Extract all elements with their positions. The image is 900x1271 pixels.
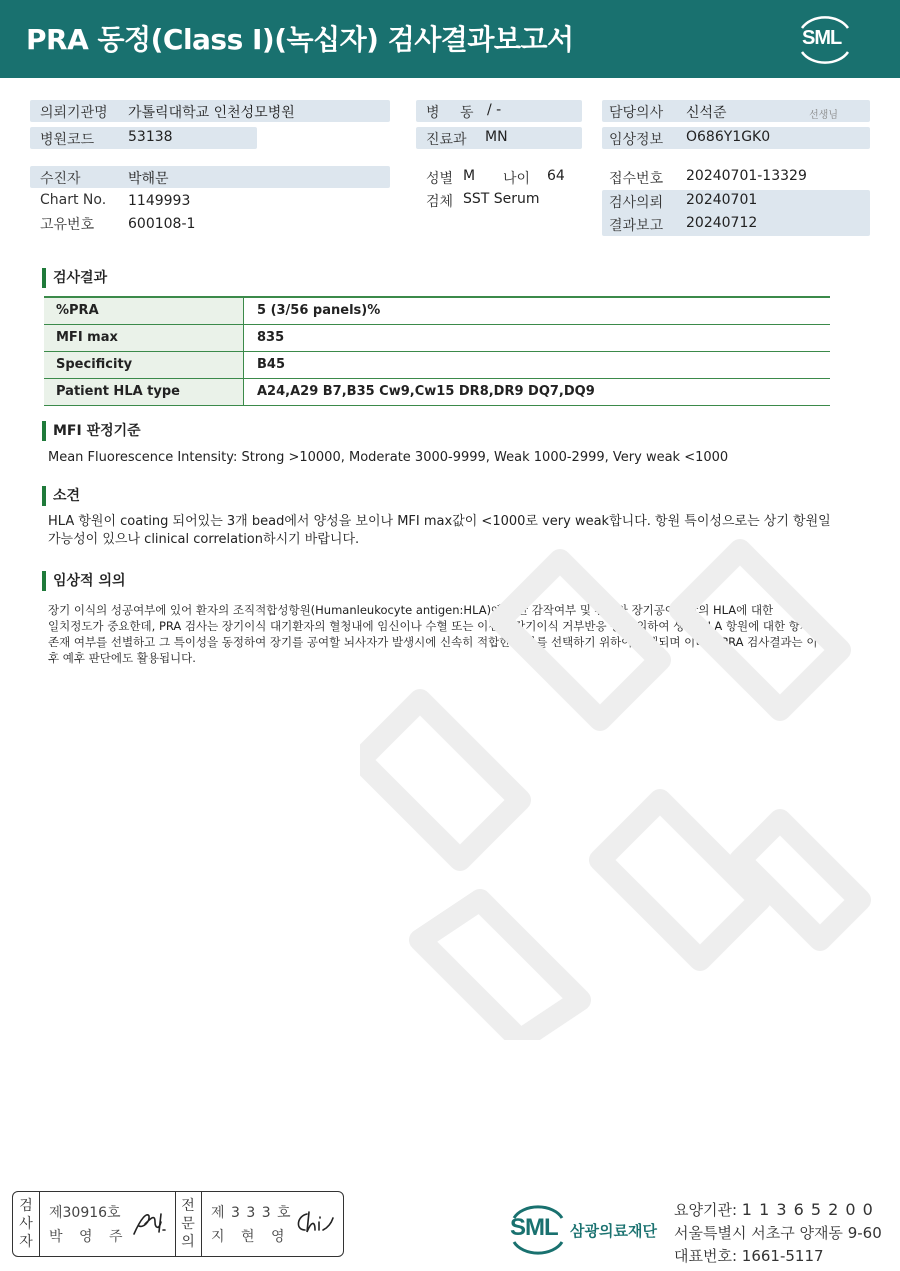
sml-logo-text: SML <box>802 27 842 49</box>
hospital-code-label: 병원코드 <box>40 132 95 148</box>
specimen-label: 검체 <box>426 194 454 210</box>
request-value: 20240701 <box>686 192 758 208</box>
mfi-text: Mean Fluorescence Intensity: Strong >10000, Moderate 3000-9999, Weak 1000-2999, Very weak <1000 <box>48 450 729 465</box>
specialist-number: 제 3 3 3 호 <box>211 1205 292 1221</box>
opinion-line: 가능성이 있으나 clinical correlation하시기 바랍니다. <box>48 532 360 547</box>
result-key: Patient HLA type <box>44 379 244 405</box>
institution-value: 가톨릭대학교 인천성모병원 <box>128 105 295 121</box>
footer-code-value: 1 1 3 6 5 2 0 0 <box>741 1200 874 1219</box>
footer-address: 서울특별시 서초구 양재동 9-60 <box>674 1224 882 1242</box>
patient-value: 박해문 <box>128 171 169 187</box>
watermark-icon <box>360 520 880 1040</box>
doctor-value: 신석준 <box>686 105 727 121</box>
sml-logo <box>796 14 854 64</box>
specialist-label-char: 의 <box>181 1234 195 1250</box>
result-key: Specificity <box>44 352 244 378</box>
footer-phone-value: 1661-5117 <box>741 1247 824 1265</box>
footer-phone <box>674 1245 824 1266</box>
result-key: MFI max <box>44 325 244 351</box>
clinical-line: 후 예후 판단에도 활용됩니다. <box>48 651 196 665</box>
footer-logo <box>508 1198 668 1258</box>
clinical-line: 장기 이식의 성공여부에 있어 환자의 조직적합성항원(Humanleukocyte antigen:HLA)에 대한 감작여부 및 환자와 장기공여자간의 HLA에 대한 <box>48 603 774 617</box>
age-label: 나이 <box>503 171 531 187</box>
examiner-number: 제30916호 <box>49 1205 121 1221</box>
ward-value: / - <box>487 102 502 118</box>
divider <box>201 1192 202 1256</box>
receipt-value: 20240701-13329 <box>686 168 807 184</box>
result-value: B45 <box>257 357 285 372</box>
report-date-value: 20240712 <box>686 215 758 231</box>
table-row <box>44 352 830 379</box>
examiner-label-char: 사 <box>19 1216 33 1232</box>
result-key: %PRA <box>44 298 244 324</box>
examiner-name: 박 영 주 <box>49 1229 129 1245</box>
sex-label: 성별 <box>426 171 454 187</box>
footer-logo-text: SML <box>510 1214 558 1241</box>
sex-value: M <box>463 168 476 184</box>
receipt-label: 접수번호 <box>609 171 664 187</box>
chart-value: 1149993 <box>128 193 191 209</box>
specialist-signature-icon <box>293 1208 337 1238</box>
footer-code <box>674 1199 874 1220</box>
mfi-section-title: MFI 판정기준 <box>42 421 141 441</box>
specimen-value: SST Serum <box>463 191 540 207</box>
unique-label: 고유번호 <box>40 217 95 233</box>
results-table <box>44 296 830 406</box>
examiner-label-char: 검 <box>19 1198 33 1214</box>
org-name: 삼광의료재단 <box>570 1222 657 1240</box>
request-label: 검사의뢰 <box>609 195 664 211</box>
patient-label: 수진자 <box>40 171 81 187</box>
specialist-label-char: 전 <box>181 1198 195 1214</box>
dept-label: 진료과 <box>426 132 467 148</box>
table-row <box>44 325 830 352</box>
doctor-label: 담당의사 <box>609 105 664 121</box>
footer-code-label: 요양기관: <box>674 1201 738 1219</box>
opinion-line: HLA 항원이 coating 되어있는 3개 bead에서 양성을 보이나 MFI max값이 <1000로 very weak합니다. 항원 특이성으로는 상기 항원일 <box>48 514 831 529</box>
divider <box>175 1192 176 1256</box>
hospital-code-value: 53138 <box>128 129 173 145</box>
clinical-line: 일치정도가 중요한데, PRA 검사는 장기이식 대기환자의 혈청내에 임신이나 수혈 또는 이전의 장기이식 거부반응 등에 의하여 생긴 HLA 항원에 대한 항체 <box>48 619 811 633</box>
opinion-section-title: 소견 <box>42 486 80 506</box>
doctor-suffix: 선생님 <box>809 110 838 121</box>
result-value: 5 (3/56 panels)% <box>257 303 381 318</box>
specialist-name: 지 현 영 <box>211 1229 291 1245</box>
examiner-signature-icon <box>131 1208 171 1238</box>
examiner-label-char: 자 <box>19 1234 33 1250</box>
clinical-section-title: 임상적 의의 <box>42 571 126 591</box>
clinical-line: 존재 여부를 선별하고 그 특이성을 동정하여 장기를 공여할 뇌사자가 발생시에 신속히 적합한 환자를 선택하기 위하여 시행되며 이러한 PRA 검사결과는 이식 <box>48 635 829 649</box>
report-title: PRA 동정(Class I)(녹십자) 검사결과보고서 <box>26 23 574 56</box>
institution-label: 의뢰기관명 <box>40 105 108 121</box>
patient-box <box>30 166 390 188</box>
table-row <box>44 298 830 325</box>
unique-value: 600108-1 <box>128 216 196 232</box>
dept-value: MN <box>485 129 508 145</box>
report-date-label: 결과보고 <box>609 218 664 234</box>
clinical-value: O686Y1GK0 <box>686 129 771 145</box>
ward-label: 병 동 <box>426 105 482 121</box>
chart-label: Chart No. <box>40 192 107 208</box>
result-value: A24,A29 B7,B35 Cw9,Cw15 DR8,DR9 DQ7,DQ9 <box>257 384 595 399</box>
report-header <box>0 0 900 78</box>
results-section-title: 검사결과 <box>42 268 107 288</box>
footer-phone-label: 대표번호: <box>674 1247 738 1265</box>
table-row <box>44 379 830 406</box>
age-value: 64 <box>547 168 565 184</box>
signature-box <box>12 1191 344 1257</box>
clinical-label: 임상정보 <box>609 132 664 148</box>
specialist-label-char: 문 <box>181 1216 195 1232</box>
result-value: 835 <box>257 330 285 345</box>
divider <box>39 1192 40 1256</box>
